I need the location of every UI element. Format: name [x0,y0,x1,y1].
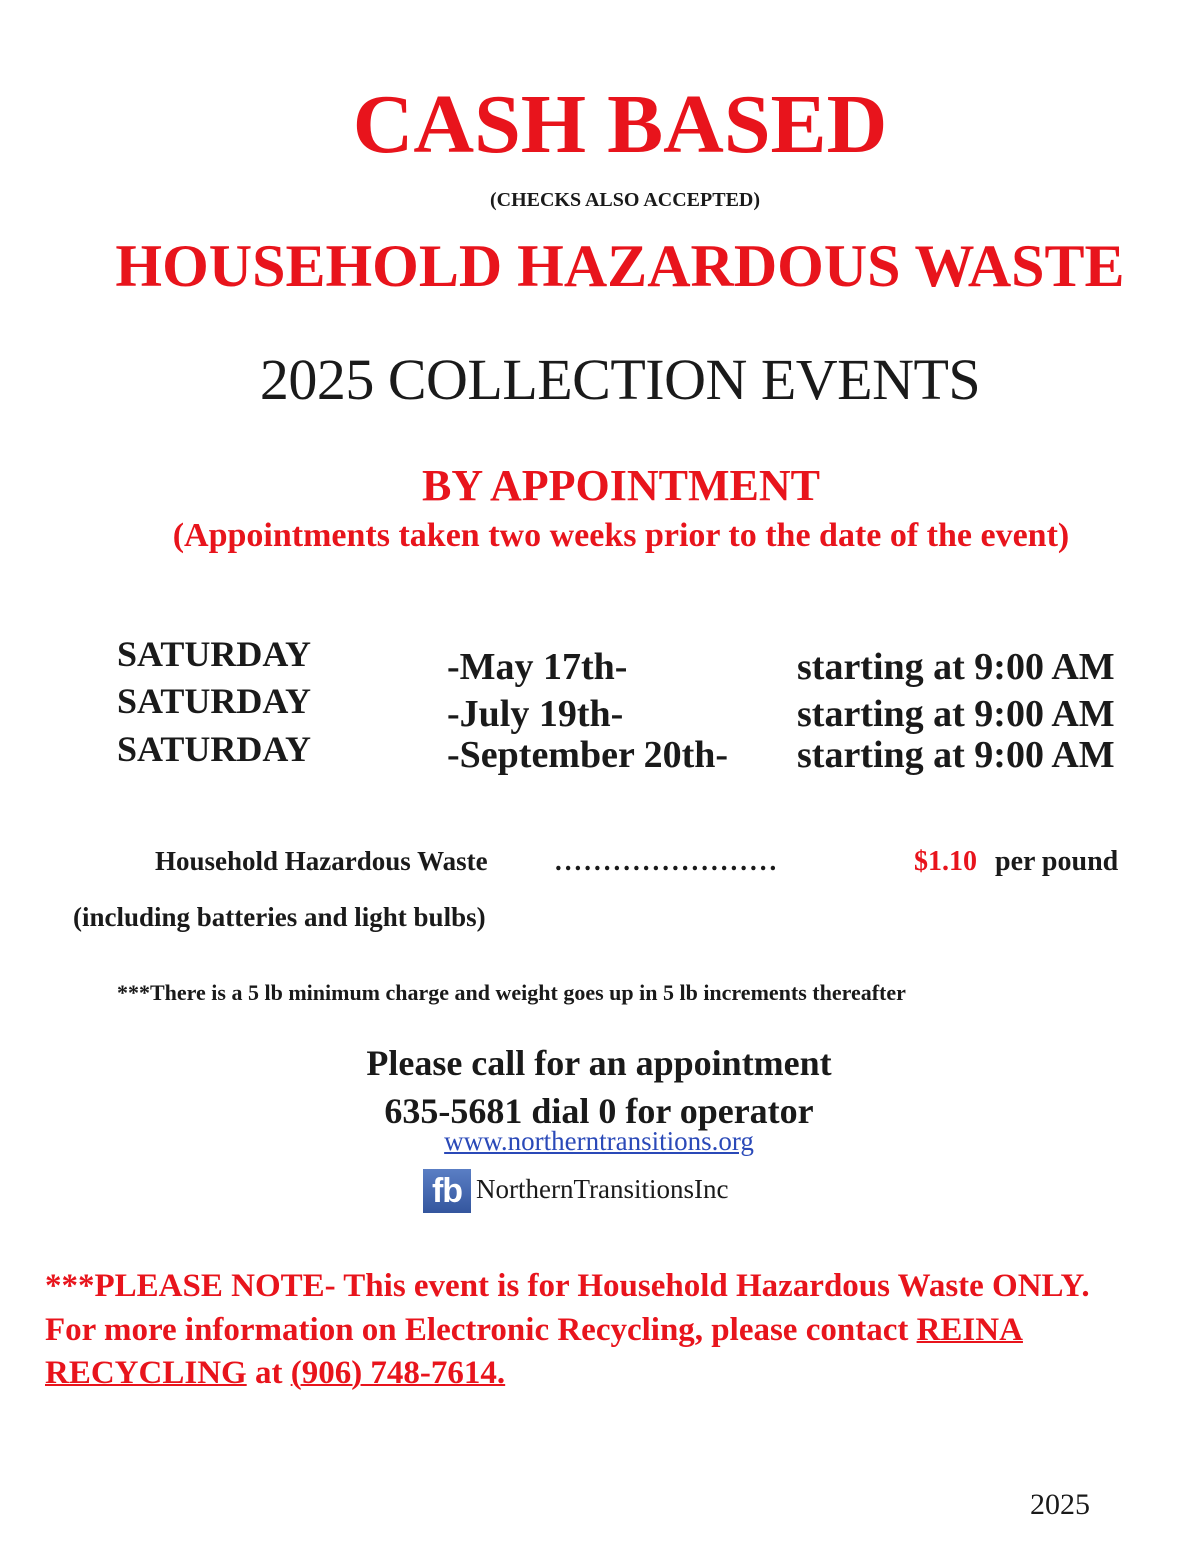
price-unit: per pound [995,846,1119,877]
notice-line-1: ***PLEASE NOTE- This event is for Household Hazardous Waste ONLY. [45,1268,1090,1304]
footer-year: 2025 [1030,1488,1090,1521]
appointment-note: (Appointments taken two weeks prior to the date of the event) [172,517,1070,554]
events-heading: 2025 COLLECTION EVENTS [259,347,981,412]
appointment-heading: BY APPOINTMENT [421,461,821,510]
price-amount: $1.10 [914,846,977,877]
notice-line-3 [45,1355,505,1392]
flyer-title: CASH BASED [352,78,888,171]
facebook-page-name[interactable]: NorthernTransitionsInc [476,1174,729,1204]
website-link[interactable]: www.northerntransitions.org [444,1126,754,1156]
recycling-link[interactable]: RECYCLING [45,1355,247,1391]
schedule-time: starting at 9:00 AM [797,734,1115,776]
notice-text: For more information on Electronic Recycling, please contact [45,1312,917,1348]
price-leader-dots: ....................... [555,846,780,876]
notice-text: at [246,1355,291,1391]
reina-phone-link[interactable]: (906) 748-7614. [290,1355,506,1391]
price-item-label: Household Hazardous Waste [155,846,488,876]
reina-link[interactable]: REINA [916,1312,1023,1348]
notice-line-2 [45,1312,1023,1349]
price-includes-note: (including batteries and light bulbs) [73,902,486,932]
schedule-day: SATURDAY [117,681,312,721]
schedule-day: SATURDAY [117,729,312,769]
call-for-appointment: Please call for an appointment [366,1043,832,1083]
minimum-charge-note: ***There is a 5 lb minimum charge and weight goes up in 5 lb increments thereafter [117,980,906,1005]
schedule-date: -May 17th- [447,646,628,688]
schedule-time: starting at 9:00 AM [797,646,1115,688]
program-title: HOUSEHOLD HAZARDOUS WASTE [115,233,1125,299]
schedule-day: SATURDAY [117,634,312,674]
phone-number: 635-5681 dial 0 for operator [384,1091,814,1131]
schedule-time: starting at 9:00 AM [797,693,1115,735]
facebook-icon[interactable]: fb [423,1169,471,1213]
schedule-date: -September 20th- [447,734,729,776]
checks-accepted-note: (CHECKS ALSO ACCEPTED) [489,189,761,211]
schedule-date: -July 19th- [447,693,624,735]
